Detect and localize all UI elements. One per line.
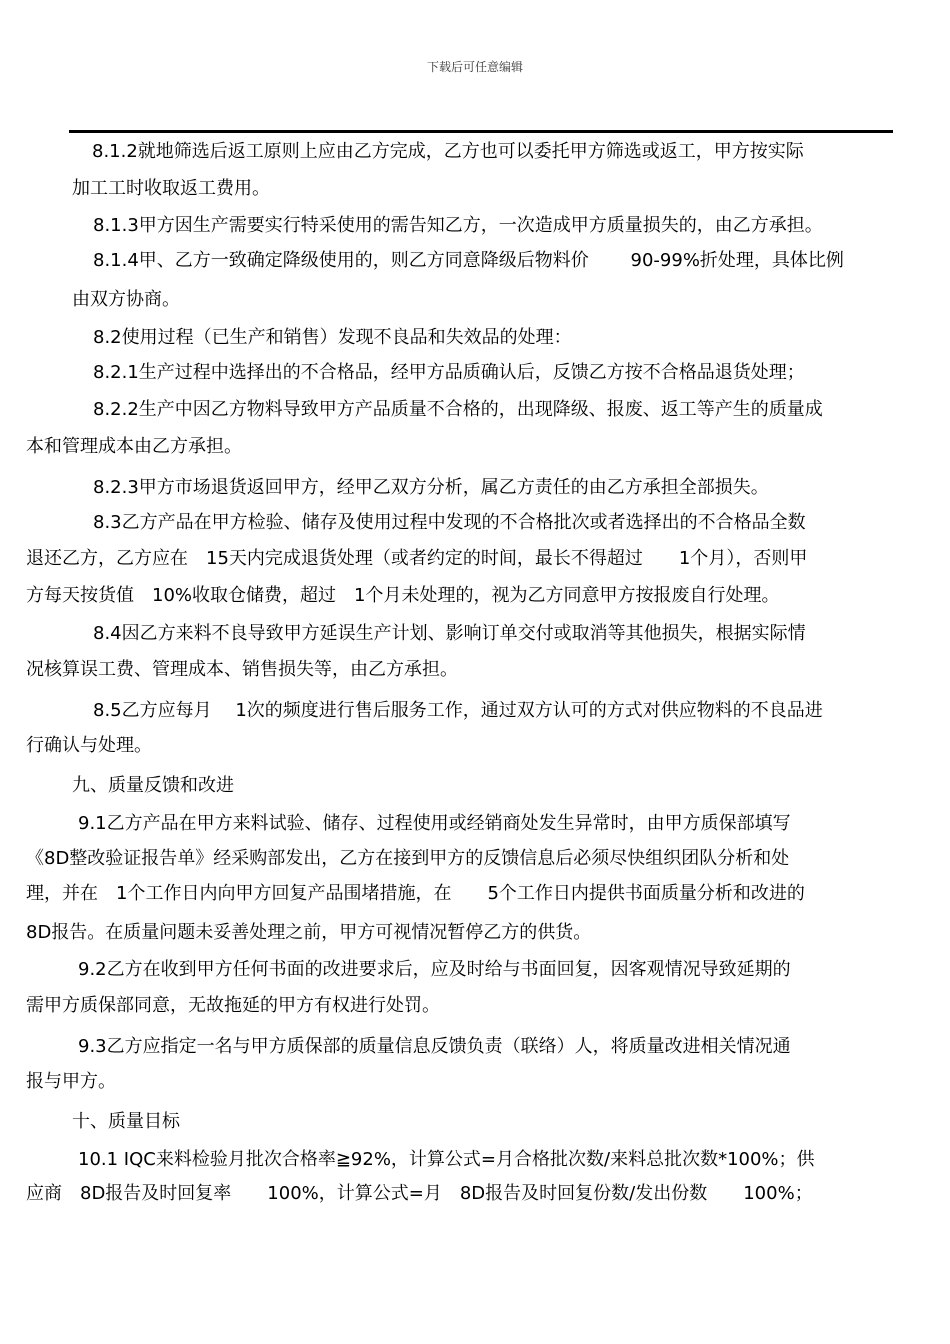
text-line: 行确认与处理。	[26, 735, 152, 756]
page-header: 下载后可任意编辑	[426, 60, 523, 74]
text-line: 退还乙方，乙方应在 15天内完成退货处理（或者约定的时间，最长不得超过 1个月），否则甲	[26, 548, 808, 569]
text-line: 8.3乙方产品在甲方检验、储存及使用过程中发现的不合格批次或者选择出的不合格品全数	[93, 512, 806, 533]
header-rule	[69, 130, 893, 133]
text-line: 8.2.1生产过程中选择出的不合格品，经甲方品质确认后，反馈乙方按不合格品退货处理；	[93, 362, 805, 383]
text-line: 本和管理成本由乙方承担。	[26, 436, 242, 457]
text-line: 9.3乙方应指定一名与甲方质保部的质量信息反馈负责（联络）人，将质量改进相关情况通	[78, 1036, 791, 1057]
text-line: 8.1.2就地筛选后返工原则上应由乙方完成，乙方也可以委托甲方筛选或返工，甲方按实际	[92, 141, 804, 162]
text-line: 需甲方质保部同意，无故拖延的甲方有权进行处罚。	[26, 995, 440, 1016]
text-line: 8.2.2生产中因乙方物料导致甲方产品质量不合格的，出现降级、报废、返工等产生的质量成	[93, 399, 823, 420]
text-line: 报与甲方。	[26, 1071, 116, 1092]
text-line: 方每天按货值 10%收取仓储费，超过 1个月未处理的，视为乙方同意甲方按报废自行处理。	[26, 585, 780, 606]
text-line: 8.2使用过程（已生产和销售）发现不良品和失效品的处理：	[93, 327, 572, 348]
section-heading: 十、质量目标	[72, 1111, 180, 1132]
section-heading: 九、质量反馈和改进	[72, 775, 234, 796]
text-line: 10.1 IQC来料检验月批次合格率≧92%，计算公式=月合格批次数/来料总批次数*100%；供	[78, 1149, 815, 1170]
text-line: 加工工时收取返工费用。	[72, 178, 270, 199]
text-line: 8.2.3甲方市场退货返回甲方，经甲乙双方分析，属乙方责任的由乙方承担全部损失。	[93, 477, 769, 498]
text-line: 9.2乙方在收到甲方任何书面的改进要求后，应及时给与书面回复，因客观情况导致延期的	[78, 959, 791, 980]
text-line: 8D报告。在质量问题未妥善处理之前，甲方可视情况暂停乙方的供货。	[26, 922, 592, 943]
text-line: 应商 8D报告及时回复率 100%，计算公式=月 8D报告及时回复份数/发出份数 100%；	[26, 1183, 813, 1204]
text-line: 《8D整改验证报告单》经采购部发出，乙方在接到甲方的反馈信息后必须尽快组织团队分析和处	[26, 848, 790, 869]
text-line: 由双方协商。	[72, 289, 180, 310]
text-line: 9.1乙方产品在甲方来料试验、储存、过程使用或经销商处发生异常时，由甲方质保部填写	[78, 813, 791, 834]
text-line: 8.4因乙方来料不良导致甲方延误生产计划、影响订单交付或取消等其他损失，根据实际情	[93, 623, 806, 644]
text-line: 8.1.4甲、乙方一致确定降级使用的，则乙方同意降级后物料价 90-99%折处理，具体比例	[93, 250, 844, 271]
text-line: 况核算误工费、管理成本、销售损失等，由乙方承担。	[26, 659, 458, 680]
text-line: 8.5乙方应每月 1次的频度进行售后服务工作，通过双方认可的方式对供应物料的不良品进	[93, 700, 823, 721]
text-line: 8.1.3甲方因生产需要实行特采使用的需告知乙方，一次造成甲方质量损失的，由乙方承担。	[93, 215, 823, 236]
text-line: 理，并在 1个工作日内向甲方回复产品围堵措施，在 5个工作日内提供书面质量分析和改进的	[26, 883, 805, 904]
